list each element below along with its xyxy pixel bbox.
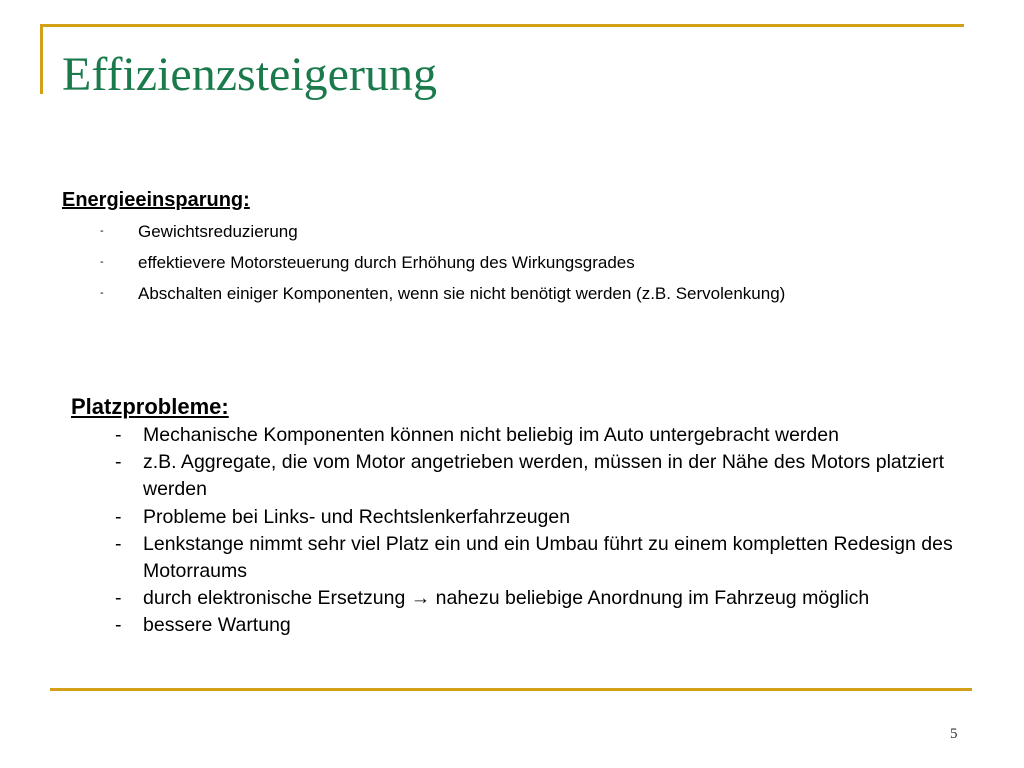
bullet-dash: - bbox=[115, 505, 122, 528]
frame-top-rule bbox=[40, 24, 964, 27]
energy-list bbox=[62, 216, 1002, 309]
bullet-dash: - bbox=[115, 532, 122, 555]
bullet-dash: - bbox=[115, 451, 122, 474]
footer-rule bbox=[50, 688, 972, 691]
list-item-text: effektievere Motorsteuerung durch Erhöhung des Wirkungsgrades bbox=[138, 253, 635, 272]
list-item-text: Probleme bei Links- und Rechtslenkerfahrzeugen bbox=[143, 505, 571, 528]
list-item-text: Abschalten einiger Komponenten, wenn sie nicht benötigt werden (z.B. Servolenkung) bbox=[138, 284, 786, 303]
bullet-dash: - bbox=[115, 587, 122, 610]
list-item bbox=[71, 612, 1003, 639]
list-item-text: bessere Wartung bbox=[143, 614, 291, 637]
list-item-text: Lenkstange nimmt sehr viel Platz ein und ein Umbau führt zu einem kompletten Redesign des Motorraums bbox=[143, 532, 953, 583]
list-item bbox=[62, 247, 1002, 278]
bullet-dash: - bbox=[100, 287, 104, 299]
bullet-dash: - bbox=[100, 225, 104, 237]
space-heading: Platzprobleme: bbox=[71, 394, 229, 419]
list-item-text: Mechanische Komponenten können nicht beliebig im Auto untergebracht werden bbox=[143, 424, 839, 446]
list-item bbox=[71, 531, 1003, 585]
energy-section bbox=[62, 186, 1002, 309]
space-section bbox=[71, 392, 1011, 640]
energy-heading: Energieeinsparung: bbox=[62, 189, 250, 211]
list-item bbox=[71, 422, 1003, 449]
list-item-text: durch elektronische Ersetzung → nahezu beliebige Anordnung im Fahrzeug möglich bbox=[143, 587, 870, 610]
list-item bbox=[71, 504, 1003, 531]
slide-title: Effizienzsteigerung bbox=[62, 48, 437, 101]
list-item bbox=[71, 585, 1003, 612]
frame-left-rule bbox=[40, 24, 43, 94]
list-item bbox=[71, 449, 1003, 503]
space-list bbox=[71, 422, 1011, 640]
list-item bbox=[62, 216, 1002, 247]
bullet-dash: - bbox=[115, 614, 122, 637]
list-item-text: z.B. Aggregate, die vom Motor angetrieben werden, müssen in der Nähe des Motors platziert werden bbox=[143, 451, 945, 501]
bullet-dash: - bbox=[115, 424, 122, 446]
bullet-dash: - bbox=[100, 256, 104, 268]
page-number: 5 bbox=[950, 726, 958, 742]
list-item-text: Gewichtsreduzierung bbox=[138, 222, 298, 241]
list-item bbox=[62, 278, 1002, 309]
